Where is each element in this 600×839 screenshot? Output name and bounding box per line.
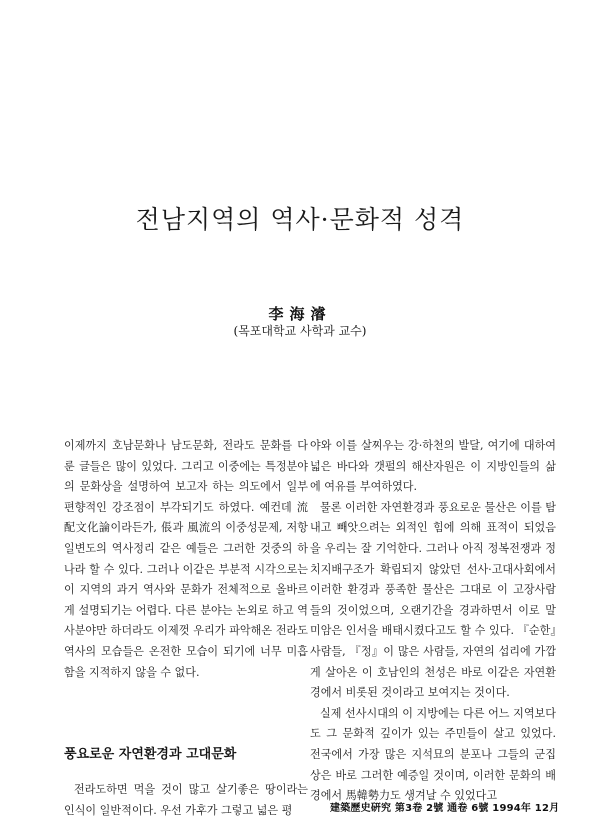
left-column-continued — [64, 780, 308, 821]
body-paragraph: 전라도하면 먹을 것이 많고 살기좋은 땅이라는 인식이 일반적이다. 우선 가후가 그렇고 넓은 평 — [64, 783, 308, 817]
body-paragraph: 야와 이를 살찌우는 강·하천의 발달, 여기에 대하여 넓은 바다와 갯펄의 해산자원은 이 지방인들의 삶에 여유를 부여하였다. — [310, 439, 556, 494]
body-paragraph: 물론 이러한 자연환경과 풍요로운 물산은 이를 탐내고 빼앗으려는 외적인 힘에 의해 표적이 되었음을 우리는 잘 기억한다. 그러나 아직 정복전쟁과 정치지배구조가 확립되지 않았던 선사·고대사회에서 이러한 환경과 풍족한 물산은 그대로 이 고장사람들의 것이었으며, 오랜기간을 경과하면서 이로 말미암은 인서을 배태시켰다고도 할 수 있다. 『순한』사람들, 『정』이 많은 사람들, 자연의 섭리에 가깝게 살아온 이 호남인의 천성은 바로 이같은 자연환경에서 비롯된 것이라고 보여지는 것이다. — [310, 500, 556, 700]
journal-footer: 建築歷史硏究 第3卷 2號 通卷 6號 1994年 12月 — [330, 803, 560, 814]
left-column — [64, 436, 308, 683]
right-column — [310, 436, 556, 807]
article-title: 전남지역의 역사·문화적 성격 — [135, 205, 465, 234]
body-paragraph: 이제까지 호남문화나 남도문화, 전라도 문화를 다룬 글들은 많이 있었다. 그리고 이중에는 특정분야의 문화상을 설명하여 보고자 하는 의도에서 일부 편향적인 강조점이 부각되기도 하였다. 예컨데 流配文化論이라든가, 倀과 風流의 이중성문제, 저항일변도의 역사정리 같은 예들은 그러한 것중의 하나라 할 수 있다. 그러나 이같은 부분적 시각으로는 이 지역의 과거 역사와 문화가 전체적으로 올바르게 설명되기는 어렵다. 다른 분야는 논외로 하고 역사분야만 하더라도 이제껏 우리가 파악해온 전라도 역사의 모습들은 온전한 모습이 되기에 너무 미흡함을 지적하지 않을 수 없다. — [64, 439, 308, 679]
section-heading: 풍요로운 자연환경과 고대문화 — [64, 747, 237, 762]
author-affiliation: (목포대학교 사학과 교수) — [233, 324, 367, 338]
body-paragraph: 실제 선사시대의 이 지방에는 다른 어느 지역보다도 그 문화적 깊이가 있는 주민들이 살고 있었다. 전국에서 가장 많은 지석묘의 분포나 그들의 군집상은 바로 그러한 예증일 것이며, 이러한 문화의 배경에서 馬韓勢力도 생겨날 수 있었다고 — [310, 706, 556, 803]
author-name: 李海濬 — [268, 305, 332, 323]
